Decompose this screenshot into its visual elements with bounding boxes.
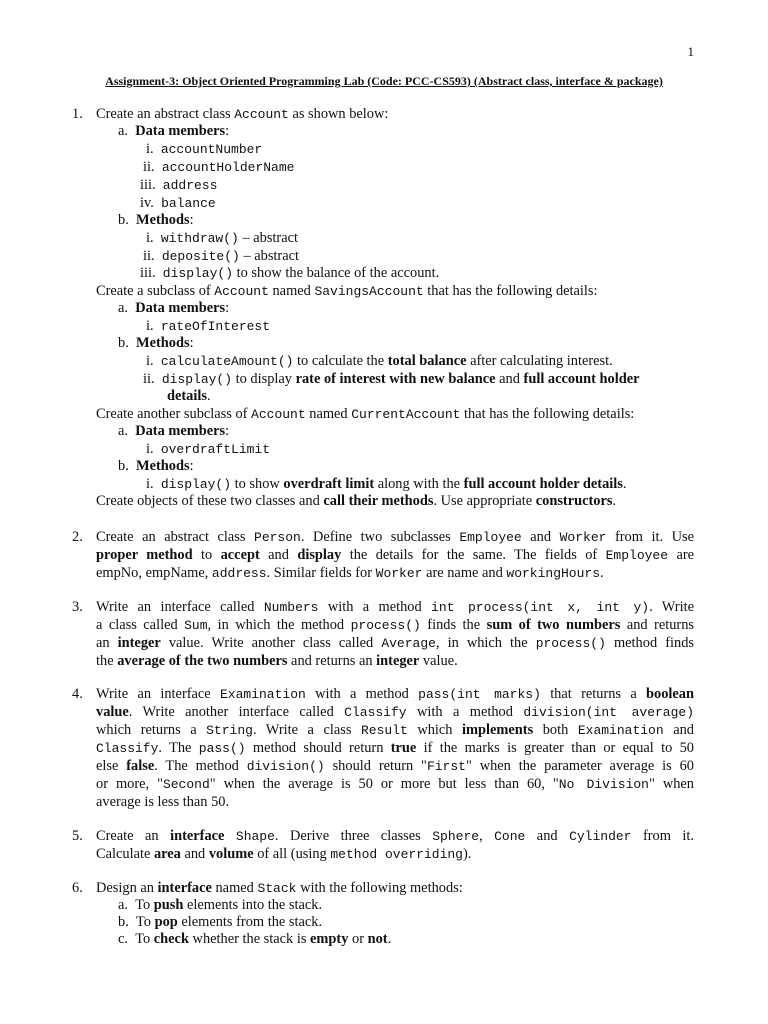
list-item: i. overdraftLimit <box>146 441 271 457</box>
text-line: which returns a String. Write a class Result which implements both Examination and <box>96 722 694 738</box>
page-number: 1 <box>687 44 694 59</box>
list-item: b. To pop elements from the stack. <box>118 914 323 930</box>
text-line: the average of the two numbers and returns an integer value. <box>96 653 458 669</box>
list-item: ii. display() to display rate of interest with new balance and full account holder <box>143 371 640 387</box>
text-line: or more, "Second" when the average is 50 or more but less than 60, "No Division" when <box>96 776 694 792</box>
list-item: i. calculateAmount() to calculate the total balance after calculating interest. <box>146 353 613 369</box>
text-line: value. Write another interface called Classify with a method division(int average) <box>96 704 694 720</box>
text-line: Create an interface Shape. Derive three classes Sphere, Cone and Cylinder from it. <box>96 828 694 844</box>
question-number: 2. <box>72 529 83 545</box>
list-item: ii. accountHolderName <box>143 159 295 175</box>
text-line: Write an interface Examination with a method pass(int marks) that returns a boolean <box>96 686 694 702</box>
list-item: i. withdraw() – abstract <box>146 230 298 246</box>
text-line: Design an interface named Stack with the following methods: <box>96 880 463 896</box>
list-item: i. rateOfInterest <box>146 318 271 334</box>
text-line: Create an abstract class Person. Define two subclasses Employee and Worker from it. Use <box>96 529 694 545</box>
question-number: 3. <box>72 599 83 615</box>
text-line: a class called Sum, in which the method process() finds the sum of two numbers and returns <box>96 617 695 633</box>
question-number: 6. <box>72 880 83 896</box>
list-item: ii. deposite() – abstract <box>143 248 299 264</box>
text-line: Create objects of these two classes and call their methods. Use appropriate constructors. <box>96 493 617 509</box>
text-line: Create an abstract class Account as shown below: <box>96 106 389 122</box>
question-number: 5. <box>72 828 83 844</box>
text-line: proper method to accept and display the details for the same. The fields of Employee are <box>96 547 695 563</box>
list-item: iii. address <box>140 177 218 193</box>
list-item: iv. balance <box>140 195 216 211</box>
text-line: Create another subclass of Account named CurrentAccount that has the following details: <box>96 406 635 422</box>
text-line: Classify. The pass() method should return true if the marks is greater than or equal to 50 <box>96 740 695 756</box>
list-item: b. Methods: <box>118 458 194 474</box>
list-item: b. Methods: <box>118 335 194 351</box>
list-item: a. Data members: <box>118 300 230 316</box>
list-item: i. display() to show overdraft limit along with the full account holder details. <box>146 476 627 492</box>
text-line: Create a subclass of Account named SavingsAccount that has the following details: <box>96 283 598 299</box>
text-line: else false. The method division() should return "First" when the parameter average is 60 <box>96 758 694 774</box>
text-line: an integer value. Write another class called Average, in which the process() method finds <box>96 635 694 651</box>
list-item: c. To check whether the stack is empty or not. <box>118 931 392 947</box>
list-item: i. accountNumber <box>146 141 263 157</box>
list-item: b. Methods: <box>118 212 194 228</box>
page-title: Assignment-3: Object Oriented Programming Lab (Code: PCC-CS593) (Abstract class, interface & package) <box>105 74 663 88</box>
question-number: 1. <box>72 106 83 122</box>
list-item: a. Data members: <box>118 123 230 139</box>
text-line: Calculate area and volume of all (using method overriding). <box>96 846 472 862</box>
list-item: a. To push elements into the stack. <box>118 897 323 913</box>
list-item: iii. display() to show the balance of the account. <box>140 265 440 281</box>
text-line: empNo, empName, address. Similar fields for Worker are name and workingHours. <box>96 565 604 581</box>
list-item: a. Data members: <box>118 423 230 439</box>
text-line: average is less than 50. <box>96 794 230 810</box>
text-line: details. <box>167 388 211 404</box>
question-number: 4. <box>72 686 83 702</box>
text-line: Write an interface called Numbers with a method int process(int x, int y). Write <box>96 599 694 615</box>
